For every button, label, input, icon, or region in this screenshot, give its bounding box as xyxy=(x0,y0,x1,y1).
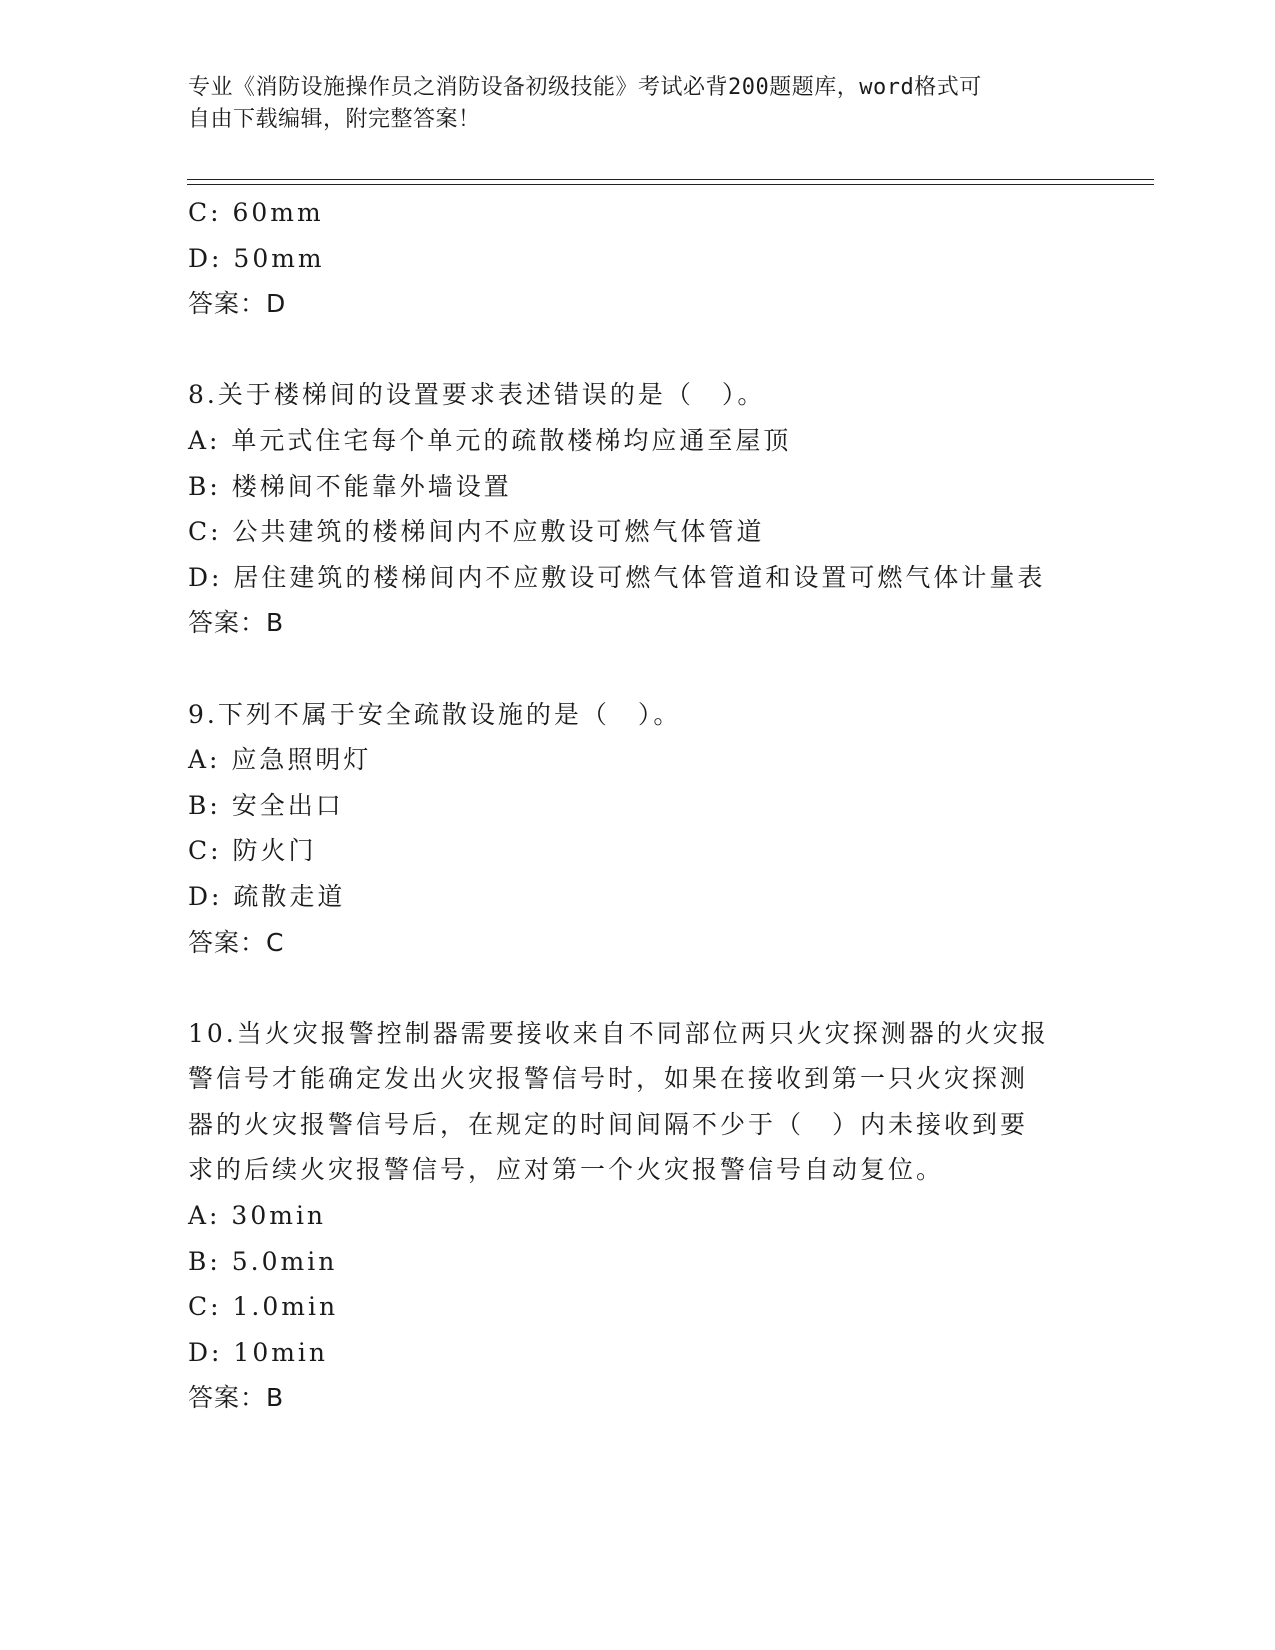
option-b: B: 5.0min xyxy=(188,1246,338,1276)
option-c: C: 防火门 xyxy=(188,836,317,866)
header-line-2: 自由下载编辑，附完整答案！ xyxy=(188,107,481,132)
spacer xyxy=(188,327,1088,373)
header-line-1: 专业《消防设施操作员之消防设备初级技能》考试必背200题题库，word格式可 xyxy=(188,75,982,100)
question-stem: 9.下列不属于安全疏散设施的是（ ）。 xyxy=(188,699,682,729)
question-stem-line-2: 警信号才能确定发出火灾报警信号时，如果在接收到第一只火灾探测 xyxy=(188,1064,1029,1094)
question-10 xyxy=(188,1011,1088,1421)
option-c: C: 公共建筑的楼梯间内不应敷设可燃气体管道 xyxy=(188,517,765,547)
question-stem-line-1: 10.当火灾报警控制器需要接收来自不同部位两只火灾探测器的火灾报 xyxy=(188,1018,1049,1048)
question-9 xyxy=(188,692,1088,966)
option-d: D: 疏散走道 xyxy=(188,881,346,911)
option-a: A: 30min xyxy=(188,1201,327,1231)
option-a: A: 应急照明灯 xyxy=(188,745,372,775)
previous-question-tail xyxy=(188,190,1088,327)
question-8 xyxy=(188,372,1088,646)
answer-line: 答案：B xyxy=(188,1383,285,1413)
question-list xyxy=(188,190,1088,1421)
option-d: D: 50mm xyxy=(188,243,325,273)
option-d: D: 居住建筑的楼梯间内不应敷设可燃气体管道和设置可燃气体计量表 xyxy=(188,562,1046,592)
option-b: B: 安全出口 xyxy=(188,790,344,820)
answer-line: 答案：D xyxy=(188,289,287,319)
option-c: C: 1.0min xyxy=(188,1292,339,1322)
option-a: A: 单元式住宅每个单元的疏散楼梯均应通至屋顶 xyxy=(188,425,792,455)
question-stem-line-3: 器的火灾报警信号后，在规定的时间间隔不少于（ ）内未接收到要 xyxy=(188,1109,1029,1139)
option-c: C: 60mm xyxy=(188,198,324,227)
spacer xyxy=(188,965,1088,1011)
spacer xyxy=(188,646,1088,692)
header-divider-bottom xyxy=(187,184,1154,185)
question-stem: 8.关于楼梯间的设置要求表述错误的是（ ）。 xyxy=(188,380,766,410)
document-header xyxy=(188,72,1088,136)
answer-line: 答案：C xyxy=(188,927,285,957)
header-divider-top xyxy=(187,179,1154,180)
option-b: B: 楼梯间不能靠外墙设置 xyxy=(188,471,512,501)
answer-line: 答案：B xyxy=(188,608,285,638)
question-stem-line-4: 求的后续火灾报警信号，应对第一个火灾报警信号自动复位。 xyxy=(188,1155,945,1185)
option-d: D: 10min xyxy=(188,1337,329,1367)
